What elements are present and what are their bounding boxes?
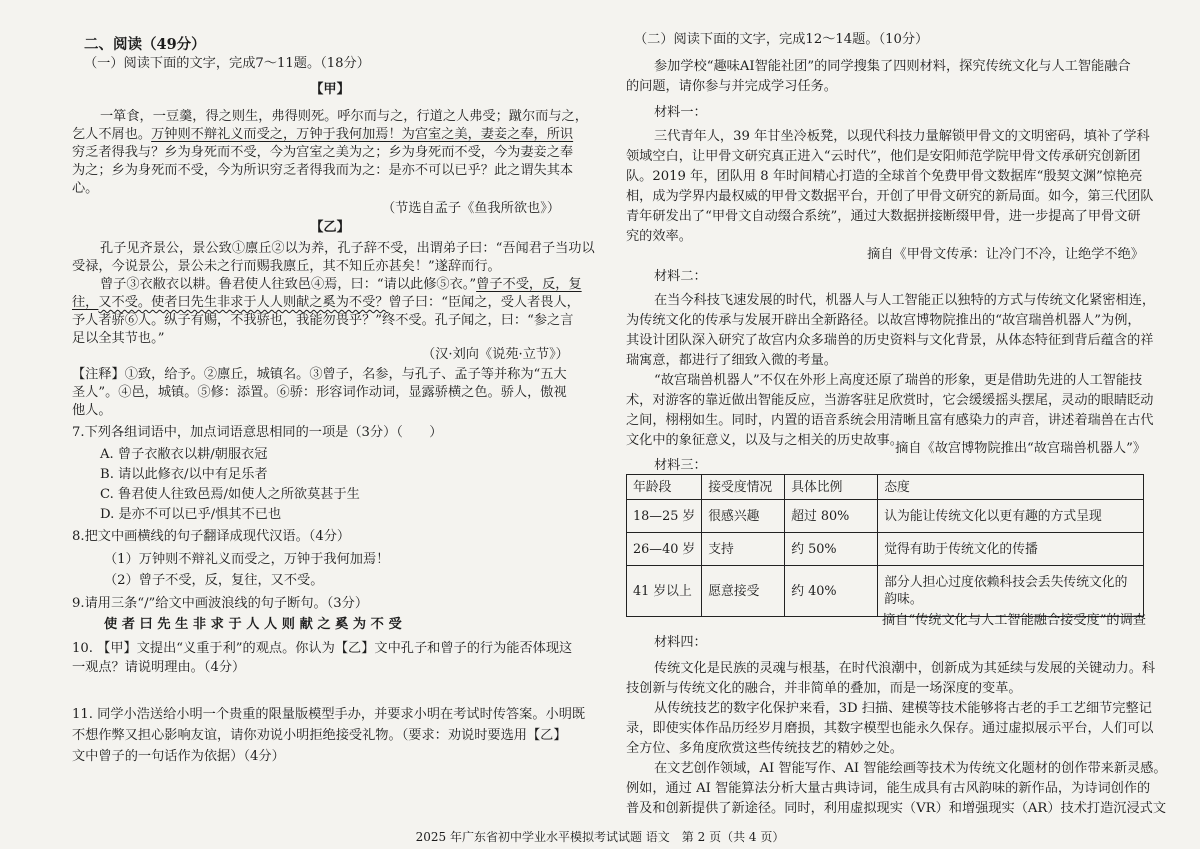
question-10-line-1: 10. 【甲】文提出“义重于利”的观点。你认为【乙】文中孔子和曾子的行为能否体现这 [72, 641, 573, 656]
table-row [627, 566, 1144, 617]
m4-line-8: 普及和创新提供了新途径。同时，利用虚拟现实（VR）和增强现实（AR）技术打造沉浸式文 [626, 801, 1167, 816]
table-cell-line: 韵味。 [884, 592, 923, 607]
table-cell: 约 40% [785, 566, 878, 617]
material-4-label: 材料四： [654, 635, 707, 650]
jia-underlined-sentence: 万钟则不辩礼义而受之，万钟于我何加焉！为宫室之美，妻妾之奉，所识 [151, 127, 574, 142]
m2-line-4: 瑞寓意，都进行了细致入微的考量。 [626, 353, 837, 368]
question-10-line-2: 一观点？请说明理由。（4分） [72, 660, 246, 675]
table-cell: 愿意接受 [702, 566, 785, 617]
question-11-line-2: 不想作弊又担心影响友谊，请你劝说小明拒绝接受礼物。（要求：劝说时要选用【乙】 [72, 728, 567, 743]
yi-underlined-start: 曾子不受，反，复 [476, 277, 582, 292]
material-2-source: 摘自《故宫博物院推出“故宫瑞兽机器人”》 [895, 441, 1146, 456]
section-title: 二、阅读（49分） [84, 36, 206, 53]
table-cell: 很感兴趣 [702, 500, 785, 533]
survey-table [626, 474, 1144, 617]
m4-line-6: 在文艺创作领域，AI 智能写作、AI 智能绘画等技术为传统文化题材的创作带来新灵感。 [654, 761, 1167, 776]
m4-line-3: 从传统技艺的数字化保护来看，3D 扫描、建模等技术能够将古老的手工艺细节完整记 [654, 701, 1152, 716]
table-cell: 认为能让传统文化以更有趣的方式呈现 [878, 500, 1144, 533]
yi-label: 【乙】 [310, 220, 350, 235]
intro-line-2: 的问题，请你参与并完成学习任务。 [626, 79, 837, 94]
material-1-label: 材料一： [654, 105, 707, 120]
question-8: 8.把文中画横线的句子翻译成现代汉语。（4分） [72, 529, 351, 544]
m1-line-2: 领域空白，让甲骨文研究真正进入“云时代”，他们是安阳师范学院甲骨文传承研究创新团 [626, 149, 1141, 164]
m1-line-5: 青年研发出了“甲骨文自动缀合系统”，通过大数据拼接断缀甲骨，进一步提高了甲骨文研 [626, 209, 1141, 224]
question-7: 7.下列各组词语中，加点词语意思相同的一项是（3分）（ ） [72, 425, 443, 440]
yi-underlined-end: 往， [72, 295, 99, 310]
m1-line-3: 队。2019 年，团队用 8 年时间精心打造的全球首个免费甲骨文数据库“殷契文渊”惊艳亮 [626, 169, 1143, 184]
m1-line-1: 三代青年人，39 年甘坐冷板凳，以现代科技力量解锁甲骨文的文明密码，填补了学科 [654, 129, 1150, 144]
m4-line-2: 技创新与传统文化的融合，并非简单的叠加，而是一场深度的变革。 [626, 681, 1022, 696]
q9-sentence: 使 者 曰 先 生 非 求 于 人 人 则 献 之 奚 为 不 受 [104, 617, 402, 632]
right-column [624, 0, 1167, 819]
table-cell: 支持 [702, 533, 785, 566]
jia-line-1: 一箪食，一豆羹，得之则生，弗得则死。呼尔而与之，行道之人弗受；蹴尔而与之， [100, 109, 588, 124]
table-row [627, 500, 1144, 533]
yi-line-4-suffix: 曾子曰：“臣闻之，受人者畏人， [388, 295, 580, 310]
table-cell: 26—40 岁 [627, 533, 702, 566]
yi-line-3-text: 曾子③衣敝衣以耕。鲁君使人往致邑④焉，曰：“请以此修⑤衣。” [100, 277, 477, 292]
q7-option-c: C. 鲁君使人往致邑焉/如使人之所欲莫甚于生 [100, 487, 360, 502]
q8-item-2: （2）曾子不受，反，复往，又不受。 [104, 573, 324, 588]
question-9: 9.请用三条“/”给文中画波浪线的句子断句。（3分） [72, 596, 369, 611]
jia-line-3: 穷乏者得我与？乡为身死而不受，今为宫室之美为之；乡为身死而不受，今为妻妾之奉 [72, 145, 574, 160]
table-header-cell: 具体比例 [785, 475, 878, 500]
material-2-label: 材料二： [654, 269, 707, 284]
part1-intro: （一）阅读下面的文字，完成7～11题。（18分） [84, 56, 370, 71]
material-3-label: 材料三： [654, 458, 707, 473]
m4-line-1: 传统文化是民族的灵魂与根基，在时代浪潮中，创新成为其延续与发展的关键动力。科 [654, 661, 1156, 676]
material-1-source: 摘自《甲骨文传承：让冷门不冷，让绝学不绝》 [867, 247, 1144, 262]
m2-line-7: 之间，栩栩如生。同时，内置的语音系统会用清晰且富有感染力的声音，讲述着瑞兽在古代 [626, 413, 1154, 428]
q7-option-d: D. 是亦不可以已乎/惧其不已也 [100, 507, 282, 522]
q7-option-a: A. 曾子衣敝衣以耕/朝服衣冠 [100, 447, 268, 462]
table-row [627, 533, 1144, 566]
table-cell: 18—25 岁 [627, 500, 702, 533]
m2-line-6: 术，对游客的靠近做出智能反应，当游客驻足欣赏时，它会缓缓摇头摆尾，灵动的眼睛眨动 [626, 393, 1154, 408]
table-cell: 觉得有助于传统文化的传播 [878, 533, 1144, 566]
m2-line-5: “故宫瑞兽机器人”不仅在外形上高度还原了瑞兽的形象，更是借助先进的人工智能技 [654, 373, 1143, 388]
note-line-2: 圣人”。④邑，城镇。⑤修：添置。⑥骄：形容词作动词，显露骄横之色。骄人，傲视 [72, 385, 567, 400]
table-header-cell: 接受度情况 [702, 475, 785, 500]
q7-option-b: B. 请以此修衣/以中有足乐者 [100, 467, 268, 482]
table-cell: 约 50% [785, 533, 878, 566]
note-line-3: 他人。 [72, 403, 112, 418]
yi-wavy-sentence: 又不受。使者曰先生非求于人人则献之奚为不受？ [98, 295, 389, 310]
question-11-line-3: 文中曾子的一句话作为依据）（4分） [72, 749, 285, 764]
yi-line-1: 孔子见齐景公，景公致①廪丘②以为养，孔子辞不受，出谓弟子曰：“吾闻君子当功以 [100, 241, 595, 256]
intro-line-1: 参加学校“趣味AI智能社团”的同学搜集了四则材料，探究传统文化与人工智能融合 [654, 59, 1131, 74]
left-column [70, 0, 595, 819]
part2-intro: （二）阅读下面的文字，完成12～14题。（10分） [634, 32, 929, 47]
yi-line-2: 受禄，今说景公，景公未之行而赐我廪丘，其不知丘亦甚矣！”遂辞而行。 [72, 259, 501, 274]
yi-line-5: 予人者骄⑥人。纵子有赐，不我骄也，我能勿畏乎？”终不受。孔子闻之，曰：“参之言 [72, 313, 574, 328]
table-cell: 41 岁以上 [627, 566, 702, 617]
question-11-line-1: 11. 同学小浩送给小明一个贵重的限量版模型手办，并要求小明在考试时传答案。小明既 [72, 707, 586, 722]
m4-line-5: 全方位、多角度欣赏这些传统技艺的精妙之处。 [626, 741, 903, 756]
jia-label: 【甲】 [310, 82, 350, 97]
q8-item-1: （1）万钟则不辩礼义而受之，万钟于我何加焉！ [104, 552, 390, 567]
m4-line-4: 录，即使实体作品历经岁月磨损，其数字模型也能永久保存。通过虚拟展示平台，人们可以 [626, 721, 1154, 736]
m2-line-2: 为传统文化的传承与发展开辟出全新路径。以故宫博物院推出的“故宫瑞兽机器人”为例， [626, 313, 1141, 328]
material-3-source: 摘自“传统文化与人工智能融合接受度”的调查 [881, 613, 1146, 628]
m1-line-4: 相，成为学界内最权威的甲骨文数据平台，开创了甲骨文研究的新局面。如今，第三代团队 [626, 189, 1154, 204]
jia-line-2 [72, 126, 573, 144]
m4-line-7: 例如，通过 AI 智能算法分析大量古典诗词，能生成具有古风韵味的新作品，为诗词创作的 [626, 781, 1151, 796]
page-footer: 2025 年广东省初中学业水平模拟考试试题 语文 第 2 页（共 4 页） [415, 830, 785, 844]
table-cell-line: 部分人担心过度依赖科技会丢失传统文化的 [884, 575, 1128, 590]
m2-line-3: 其设计团队深入研究了故宫内众多瑞兽的历史资料与文化背景，从体态特征到背后蕴含的祥 [626, 333, 1154, 348]
table-header-cell: 年龄段 [627, 475, 702, 500]
yi-line-6: 足以全其节也。” [72, 331, 165, 346]
note-line-1: 【注释】①致，给予。②廪丘，城镇名。③曾子，名参，与孔子、孟子等并称为“五大 [72, 367, 567, 382]
jia-line-2-prefix: 乞人不屑也。 [72, 127, 152, 142]
m2-line-1: 在当今科技飞速发展的时代，机器人与人工智能正以独特的方式与传统文化紧密相连， [654, 293, 1156, 308]
yi-line-4 [72, 294, 580, 312]
yi-source: （汉·刘向《说苑·立节》） [422, 347, 569, 362]
jia-line-4: 为之；乡为身死而不受，今为所识穷乏者得我而为之：是亦不可以已乎？此之谓失其本 [72, 163, 574, 178]
m2-line-8: 文化中的象征意义，以及与之相关的历史故事。 [626, 433, 903, 448]
yi-line-3 [100, 276, 582, 294]
m1-line-6: 究的效率。 [626, 229, 692, 244]
table-header-row [627, 475, 1144, 500]
table-cell: 超过 80% [785, 500, 878, 533]
table-header-cell: 态度 [878, 475, 1144, 500]
jia-source: （节选自孟子《鱼我所欲也》） [382, 201, 561, 216]
table-cell [878, 566, 1144, 617]
jia-line-5: 心。 [72, 181, 99, 196]
